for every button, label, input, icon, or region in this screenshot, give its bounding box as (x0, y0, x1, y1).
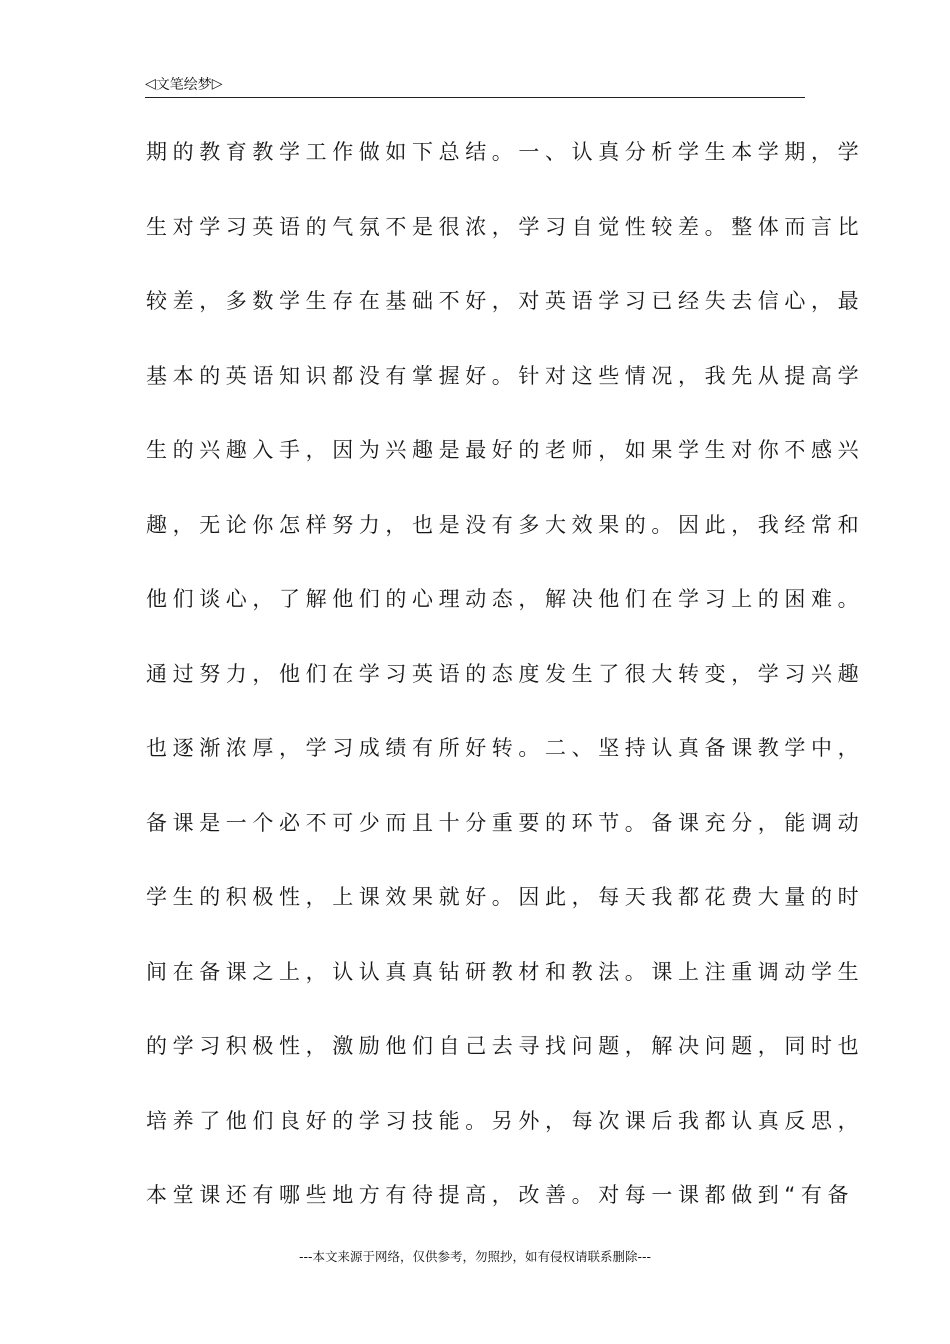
text-line: 本堂课还有哪些地方有待提高，改善。对每一课都做到“有备 (146, 1183, 855, 1207)
header-title: 文笔绘梦 (155, 77, 212, 93)
page-header (145, 74, 223, 94)
footer-disclaimer: ---本文来源于网络，仅供参考，勿照抄，如有侵权请联系删除--- (298, 1249, 652, 1264)
text-line: 生对学习英语的气氛不是很浓，学习自觉性较差。整体而言比 (146, 214, 865, 239)
text-line: 较差，多数学生存在基础不好，对英语学习已经失去信心，最 (146, 289, 865, 313)
text-line: 期的教育教学工作做如下总结。一、认真分析学生本学期，学 (146, 140, 865, 164)
text-line: 通过努力，他们在学习英语的态度发生了很大转变，学习兴趣 (146, 661, 865, 686)
text-line: 基本的英语知识都没有掌握好。针对这些情况，我先从提高学 (146, 363, 865, 388)
text-line: 培养了他们良好的学习技能。另外，每次课后我都认真反思， (146, 1108, 865, 1133)
text-line: 也逐渐浓厚，学习成绩有所好转。二、坚持认真备课教学中， (146, 736, 865, 760)
text-line: 生的兴趣入手，因为兴趣是最好的老师，如果学生对你不感兴 (146, 438, 865, 462)
left-triangle-icon: ◁ (145, 76, 156, 92)
text-line: 他们谈心，了解他们的心理动态，解决他们在学习上的困难。 (146, 587, 865, 611)
document-body (146, 130, 865, 1248)
right-triangle-icon: ▷ (211, 76, 223, 92)
text-line: 备课是一个必不可少而且十分重要的环节。备课充分，能调动 (146, 810, 865, 835)
text-line: 学生的积极性，上课效果就好。因此，每天我都花费大量的时 (146, 885, 865, 909)
text-line: 间在备课之上，认认真真钻研教材和教法。课上注重调动学生 (146, 959, 865, 984)
header-divider (145, 97, 805, 98)
text-line: 趣，无论你怎样努力，也是没有多大效果的。因此，我经常和 (146, 512, 865, 537)
text-line: 的学习积极性，激励他们自己去寻找问题，解决问题，同时也 (146, 1034, 865, 1058)
